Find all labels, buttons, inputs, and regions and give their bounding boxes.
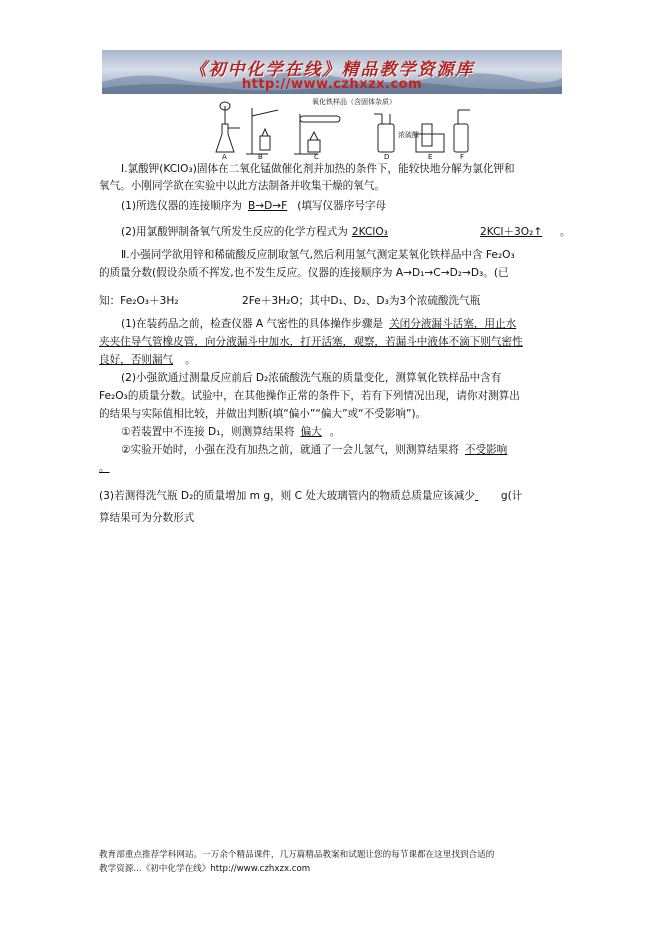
part1-q1-text: (1)所选仪器的连接顺序为 <box>121 200 242 212</box>
part2-q1-line3 <box>99 354 196 367</box>
part2-q2b <box>121 444 507 457</box>
part2-q2a-answer: 偏大 <box>300 426 322 438</box>
part2-q2-line1: (2)小强欲通过测量反应前后 D₂浓硫酸洗气瓶的质量变化，测算氧化铁样品中含有 <box>121 372 502 384</box>
part2-intro-line3a: 知：Fe₂O₃＋3H₂ <box>99 295 179 307</box>
part1-q2-right: 2KCl＋3O₂↑ <box>480 226 543 238</box>
part1-q2-end: 。 <box>560 226 571 238</box>
part2-q2a <box>121 426 340 439</box>
part2-intro-line1: Ⅱ.小强同学欲用锌和稀硫酸反应制取氢气,然后利用氢气测定某氧化铁样品中含 Fe₂O₃ <box>121 249 515 261</box>
apparatus-sample-label: 氧化铁样品（含固体杂质） <box>312 98 396 106</box>
part1-question2 <box>121 226 406 239</box>
page-footer <box>99 848 569 876</box>
part2-q2-line2: Fe₂O₃的质量分数。试验中，在其他操作正常的条件下，若有下列情况出现，请你对测算出 <box>99 390 520 402</box>
banner-url[interactable]: http://www.czhxzx.com <box>241 77 423 92</box>
apparatus-letter-c: C <box>314 153 319 161</box>
footer-line2[interactable]: 教学资源...《初中化学在线》http://www.czhxzx.com <box>99 864 311 874</box>
part2-q2b-end: 。 <box>99 462 110 474</box>
part2-q3-blank <box>475 490 497 503</box>
part1-q1-answer: B→D→F <box>247 200 288 212</box>
apparatus-letter-e: E <box>428 153 433 161</box>
header-banner <box>102 50 562 94</box>
part1-intro-line2: 氧气。小刚同学欲在实验中以此方法制备并收集干燥的氧气。 <box>99 180 386 192</box>
part2-q1-line1 <box>121 318 516 331</box>
part2-intro-line2: 的质量分数(假设杂质不挥发,也不发生反应。仪器的连接顺序为 A→D₁→C→D₂→D₃。(已 <box>99 267 509 279</box>
part2-intro-line3b: 2Fe＋3H₂O；其中D₁、D₂、D₃为3个浓硫酸洗气瓶 <box>242 295 481 307</box>
apparatus-figure <box>208 96 478 160</box>
part2-q2b-answer: 不受影响 <box>464 444 508 456</box>
part2-q1-end: 。 <box>185 354 196 366</box>
part1-intro-line1: Ⅰ.氯酸钾(KClO₃)固体在二氧化锰做催化剂并加热的条件下，能较快地分解为氯化钾和 <box>121 163 515 175</box>
part1-q2-left: 2KClO₃ <box>351 226 388 238</box>
apparatus-letter-f: F <box>460 153 465 161</box>
part1-q2-text: (2)用氯酸钾制备氧气所发生反应的化学方程式为 <box>121 226 348 238</box>
part2-q2a-text: ①若装置中不连接 D₁，则测算结果将 <box>121 426 295 438</box>
apparatus-letter-b: B <box>258 153 263 161</box>
footer-line1: 教育部重点推荐学科网站。一万余个精品课件，几万篇精品教案和试题让您的每节课都在这里找到合适的 <box>99 850 495 860</box>
part2-q3-text: (3)若测得洗气瓶 D₂的质量增加 m g，则 C 处大玻璃管内的物质总质量应该减少 <box>99 490 475 502</box>
apparatus-letter-d: D <box>384 153 390 161</box>
part2-q1-answer-3: 良好，否则漏气 <box>99 354 174 366</box>
part1-question1 <box>121 200 386 213</box>
part2-q2a-end: 。 <box>329 426 341 438</box>
part2-q2b-text: ②实验开始时，小强在没有加热之前，就通了一会儿氢气，则测算结果将 <box>121 444 459 456</box>
part2-q3-line2: 算结果可为分数形式 <box>99 512 195 524</box>
part2-q2-line3: 的结果与实际值相比较，并做出判断(填“偏小”“偏大”或“不受影响”)。 <box>99 408 427 420</box>
apparatus-acid-label: 浓硫酸 <box>398 131 419 139</box>
part2-q3-line1 <box>99 490 522 503</box>
banner-title: 《初中化学在线》精品教学资源库 <box>189 60 475 80</box>
part2-q1-text: (1)在装药品之前，检查仪器 A 气密性的具体操作步骤是 <box>121 318 384 330</box>
part2-q1-answer-2: 夹夹住导气管橡皮管，向分液漏斗中加水，打开活塞，观察，若漏斗中液体不滴下则气密性 <box>99 336 523 348</box>
apparatus-letter-a: A <box>222 153 227 161</box>
part2-q3-unit: g(计 <box>500 490 523 502</box>
part1-q1-tail: (填写仪器序号字母 <box>297 200 387 212</box>
part2-q1-answer-1: 关闭分液漏斗活塞，用止水 <box>389 318 517 330</box>
